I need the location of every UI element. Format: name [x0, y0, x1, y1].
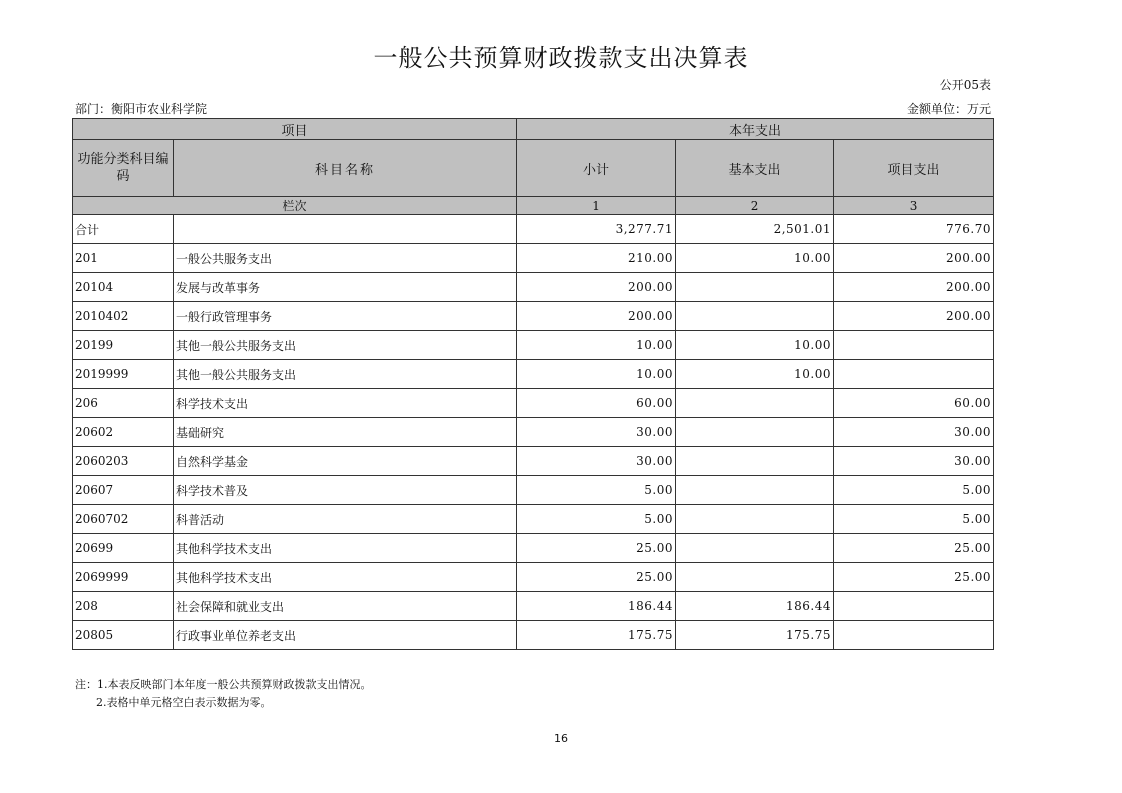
- row-subtotal: 200.00: [517, 302, 676, 331]
- note-line-2: 2.表格中单元格空白表示数据为零。: [96, 696, 272, 709]
- row-project: 200.00: [834, 273, 994, 302]
- row-basic: 10.00: [676, 360, 834, 389]
- table-row: [73, 476, 994, 505]
- table-row: [73, 563, 994, 592]
- row-basic: 10.00: [676, 331, 834, 360]
- table-row: [73, 447, 994, 476]
- form-number: 公开05表: [939, 78, 991, 92]
- row-name: 发展与改革事务: [174, 273, 517, 302]
- row-code: 20607: [73, 476, 174, 505]
- row-basic: [676, 476, 834, 505]
- row-basic: [676, 447, 834, 476]
- row-name: 行政事业单位养老支出: [174, 621, 517, 650]
- row-name: 基础研究: [174, 418, 517, 447]
- row-project: 30.00: [834, 447, 994, 476]
- header-code: 功能分类科目编码: [73, 140, 174, 197]
- row-name: 其他科学技术支出: [174, 534, 517, 563]
- row-code: 2010402: [73, 302, 174, 331]
- row-subtotal: 30.00: [517, 447, 676, 476]
- amount-unit-label: 金额单位：万元: [906, 102, 991, 116]
- row-subtotal: 5.00: [517, 476, 676, 505]
- row-project: 776.70: [834, 215, 994, 244]
- column-index-2: 2: [676, 197, 834, 215]
- row-project: 25.00: [834, 563, 994, 592]
- row-name: 科学技术支出: [174, 389, 517, 418]
- row-project: 5.00: [834, 505, 994, 534]
- row-project: 200.00: [834, 302, 994, 331]
- row-subtotal: 25.00: [517, 534, 676, 563]
- table-row: [73, 389, 994, 418]
- table-row: [73, 360, 994, 389]
- header-subtotal: 小计: [517, 140, 676, 197]
- department-label: 部门：衡阳市农业科学院: [75, 102, 208, 116]
- column-index-3: 3: [834, 197, 994, 215]
- table-row: [73, 592, 994, 621]
- column-index-label: 栏次: [73, 197, 517, 215]
- row-name: 其他一般公共服务支出: [174, 331, 517, 360]
- row-subtotal: 5.00: [517, 505, 676, 534]
- header-project: 项目支出: [834, 140, 994, 197]
- row-code: 206: [73, 389, 174, 418]
- header-name: 科目名称: [174, 140, 517, 197]
- row-subtotal: 10.00: [517, 360, 676, 389]
- row-basic: 175.75: [676, 621, 834, 650]
- row-subtotal: 3,277.71: [517, 215, 676, 244]
- row-name: [174, 215, 517, 244]
- header-basic: 基本支出: [676, 140, 834, 197]
- header-current-year: 本年支出: [517, 119, 994, 140]
- row-basic: [676, 505, 834, 534]
- row-subtotal: 25.00: [517, 563, 676, 592]
- row-subtotal: 10.00: [517, 331, 676, 360]
- row-basic: [676, 534, 834, 563]
- row-name: 科学技术普及: [174, 476, 517, 505]
- column-index-1: 1: [517, 197, 676, 215]
- notes: [75, 676, 372, 712]
- row-code: 2060702: [73, 505, 174, 534]
- row-project: 5.00: [834, 476, 994, 505]
- row-project: 30.00: [834, 418, 994, 447]
- row-basic: [676, 418, 834, 447]
- row-subtotal: 200.00: [517, 273, 676, 302]
- table-row: [73, 505, 994, 534]
- row-subtotal: 175.75: [517, 621, 676, 650]
- row-code: 20805: [73, 621, 174, 650]
- row-project: 60.00: [834, 389, 994, 418]
- row-name: 其他一般公共服务支出: [174, 360, 517, 389]
- row-basic: 186.44: [676, 592, 834, 621]
- page-title: 一般公共预算财政拨款支出决算表: [373, 44, 749, 72]
- expenditure-table: [72, 118, 994, 650]
- row-name: 一般公共服务支出: [174, 244, 517, 273]
- row-code: 20104: [73, 273, 174, 302]
- row-basic: [676, 389, 834, 418]
- row-project: [834, 360, 994, 389]
- row-code: 208: [73, 592, 174, 621]
- row-name: 自然科学基金: [174, 447, 517, 476]
- row-code: 合计: [73, 215, 174, 244]
- row-code: 20699: [73, 534, 174, 563]
- table-row: [73, 331, 994, 360]
- row-project: [834, 621, 994, 650]
- row-basic: [676, 302, 834, 331]
- row-name: 社会保障和就业支出: [174, 592, 517, 621]
- note-line-1: 注：1.本表反映部门本年度一般公共预算财政拨款支出情况。: [75, 678, 372, 691]
- row-code: 20199: [73, 331, 174, 360]
- row-name: 科普活动: [174, 505, 517, 534]
- row-basic: 2,501.01: [676, 215, 834, 244]
- table-row: [73, 273, 994, 302]
- row-project: 200.00: [834, 244, 994, 273]
- table-row: [73, 215, 994, 244]
- row-name: 其他科学技术支出: [174, 563, 517, 592]
- row-basic: [676, 563, 834, 592]
- row-code: 201: [73, 244, 174, 273]
- row-code: 2019999: [73, 360, 174, 389]
- row-basic: [676, 273, 834, 302]
- row-subtotal: 30.00: [517, 418, 676, 447]
- row-code: 20602: [73, 418, 174, 447]
- row-project: 25.00: [834, 534, 994, 563]
- row-code: 2060203: [73, 447, 174, 476]
- row-project: [834, 592, 994, 621]
- row-project: [834, 331, 994, 360]
- row-subtotal: 186.44: [517, 592, 676, 621]
- header-item: 项目: [73, 119, 517, 140]
- table-row: [73, 244, 994, 273]
- row-name: 一般行政管理事务: [174, 302, 517, 331]
- table-row: [73, 621, 994, 650]
- row-subtotal: 60.00: [517, 389, 676, 418]
- table-row: [73, 302, 994, 331]
- table-row: [73, 534, 994, 563]
- page-number: 16: [554, 732, 568, 745]
- row-basic: 10.00: [676, 244, 834, 273]
- table-row: [73, 418, 994, 447]
- row-subtotal: 210.00: [517, 244, 676, 273]
- row-code: 2069999: [73, 563, 174, 592]
